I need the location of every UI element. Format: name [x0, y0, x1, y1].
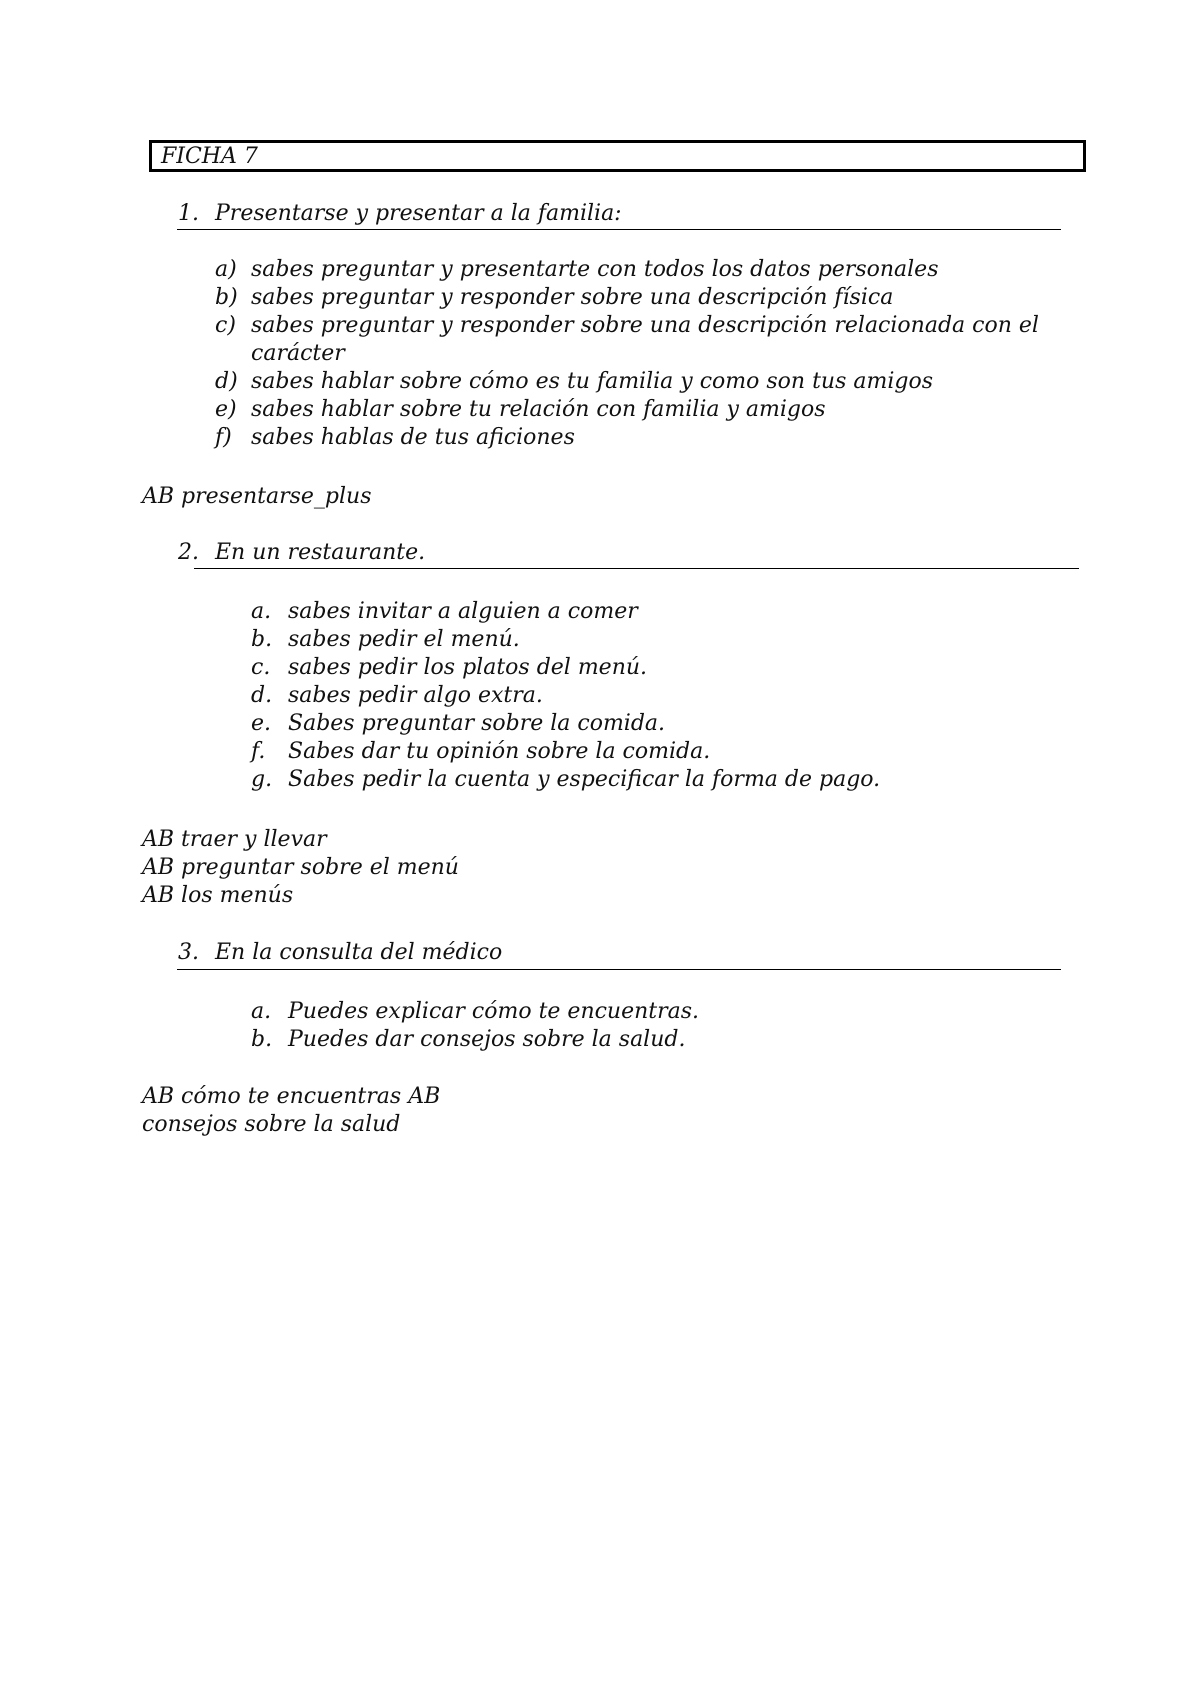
section-2-number: 2.: [178, 540, 199, 565]
list-item-marker: g.: [251, 767, 273, 792]
list-item: sabes hablar sobre cómo es tu familia y como son tus amigos: [251, 369, 933, 394]
list-item-marker: a.: [251, 999, 272, 1024]
section-2-note: AB traer y llevar: [142, 827, 327, 852]
list-item: Puedes explicar cómo te encuentras.: [288, 999, 700, 1024]
list-item: sabes hablar sobre tu relación con familia y amigos: [251, 397, 826, 422]
section-1-note: AB presentarse_plus: [142, 484, 372, 509]
list-item: sabes preguntar y responder sobre una descripción física: [251, 285, 894, 310]
list-item: sabes preguntar y presentarte con todos los datos personales: [251, 257, 939, 282]
list-item-marker: b.: [251, 627, 273, 652]
list-item: Sabes preguntar sobre la comida.: [288, 711, 666, 736]
list-item: Puedes dar consejos sobre la salud.: [288, 1027, 686, 1052]
section-3-heading: En la consulta del médico: [215, 940, 503, 965]
document-title: FICHA 7: [161, 144, 258, 169]
section-1-heading: Presentarse y presentar a la familia:: [215, 201, 622, 226]
section-1-number: 1.: [178, 201, 199, 226]
section-2-note: AB preguntar sobre el menú: [142, 855, 459, 880]
section-2-rule: [194, 568, 1079, 569]
section-3-number: 3.: [178, 940, 199, 965]
list-item-marker: f.: [251, 739, 266, 764]
list-item-marker: f): [215, 425, 232, 450]
list-item-marker: b.: [251, 1027, 273, 1052]
list-item: Sabes pedir la cuenta y especificar la forma de pago.: [288, 767, 881, 792]
list-item: sabes pedir el menú.: [288, 627, 520, 652]
list-item-marker: c.: [251, 655, 271, 680]
list-item: sabes pedir algo extra.: [288, 683, 543, 708]
list-item-marker: e.: [251, 711, 272, 736]
list-item: sabes preguntar y responder sobre una descripción relacionada con el: [251, 313, 1039, 338]
title-box: [149, 140, 1086, 172]
list-item-marker: d.: [251, 683, 273, 708]
list-item: sabes pedir los platos del menú.: [288, 655, 648, 680]
list-item: sabes invitar a alguien a comer: [288, 599, 638, 624]
list-item-marker: d): [215, 369, 238, 394]
list-item-marker: c): [215, 313, 236, 338]
section-1-rule: [177, 229, 1061, 230]
section-2-note: AB los menús: [142, 883, 294, 908]
section-3-note: AB cómo te encuentras AB: [142, 1084, 441, 1109]
list-item-marker: a): [215, 257, 237, 282]
list-item-marker: b): [215, 285, 238, 310]
list-item-marker: e): [215, 397, 237, 422]
list-item-marker: a.: [251, 599, 272, 624]
list-item-continuation: carácter: [251, 341, 345, 366]
list-item: sabes hablas de tus aficiones: [251, 425, 575, 450]
section-2-heading: En un restaurante.: [215, 540, 426, 565]
section-3-rule: [177, 969, 1061, 970]
list-item: Sabes dar tu opinión sobre la comida.: [288, 739, 711, 764]
section-3-note: consejos sobre la salud: [142, 1112, 401, 1137]
